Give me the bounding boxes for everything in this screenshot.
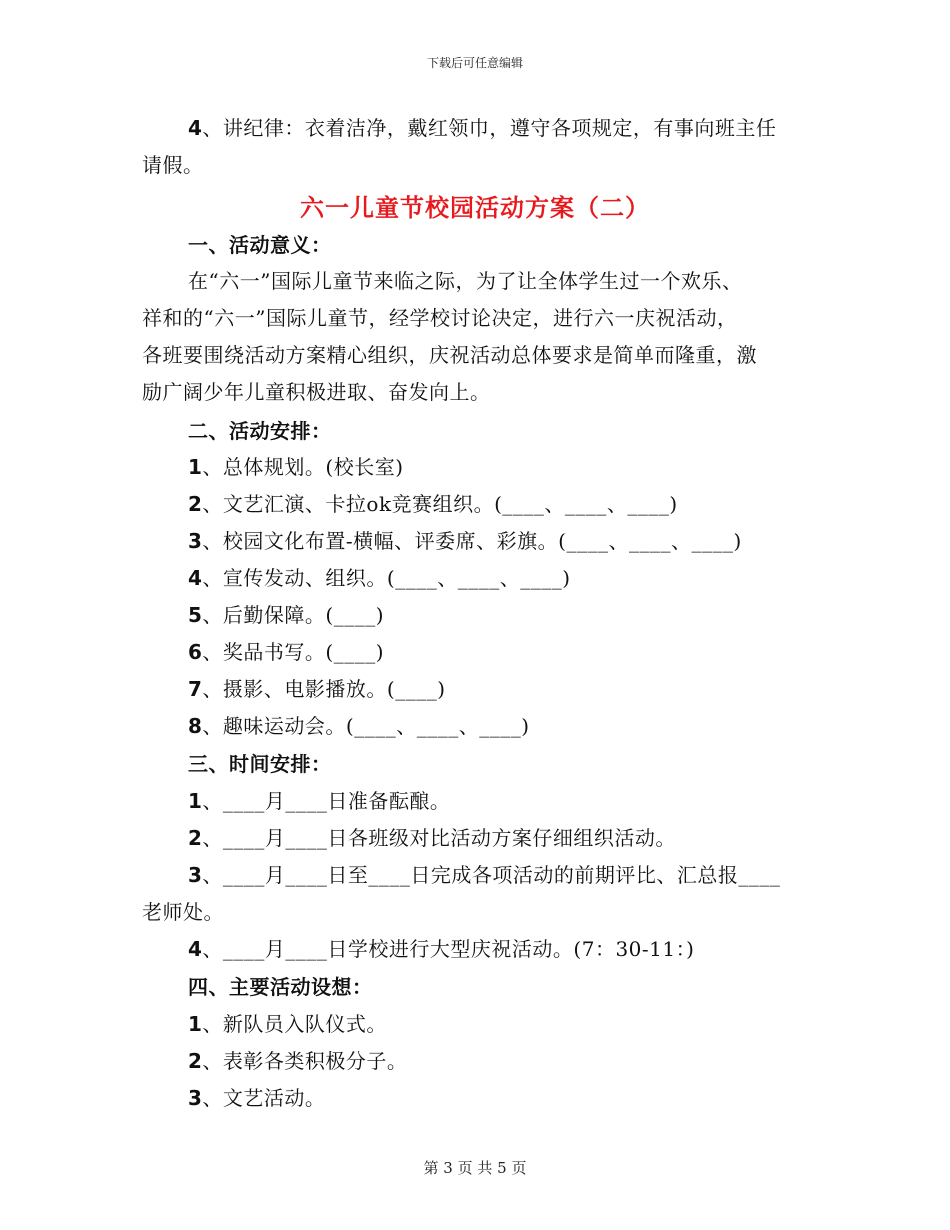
- page-footer: 第 3 页 共 5 页: [423, 1159, 527, 1177]
- section-heading-1: 一、活动意义：: [188, 233, 332, 257]
- item-text: 、文艺汇演、卡拉ok竞赛组织。(____、____、____): [202, 492, 678, 516]
- item-number: 3: [188, 1086, 203, 1110]
- list-item: [188, 640, 384, 664]
- item-number: 7: [188, 677, 203, 701]
- list-item: [188, 1049, 407, 1073]
- item-text: 、表彰各类积极分子。: [202, 1049, 408, 1073]
- list-item-cont: 老师处。: [142, 900, 224, 924]
- intro-item-4-cont: 请假。: [142, 153, 204, 177]
- list-item: [188, 1012, 387, 1036]
- item-number: 4: [188, 116, 203, 140]
- list-item: [188, 492, 678, 516]
- list-item: [188, 529, 742, 553]
- item-number: 5: [188, 603, 203, 627]
- list-item: [188, 1086, 325, 1110]
- paragraph-line: 励广阔少年儿童积极进取、奋发向上。: [142, 380, 491, 404]
- section-heading-2: 二、活动安排：: [188, 419, 332, 443]
- intro-item-4: [188, 116, 776, 140]
- page-header: 下载后可任意编辑: [426, 56, 523, 70]
- item-text: 、讲纪律：衣着洁净，戴红领巾，遵守各项规定，有事向班主任: [202, 116, 777, 140]
- item-text: 、文艺活动。: [202, 1086, 326, 1110]
- list-item: [188, 937, 694, 961]
- paragraph-line: 各班要围绕活动方案精心组织，庆祝活动总体要求是简单而隆重，激: [142, 343, 757, 367]
- item-text: 、宣传发动、组织。(____、____、____): [202, 566, 571, 590]
- item-number: 6: [188, 640, 203, 664]
- document-title: 六一儿童节校园活动方案（二）: [300, 194, 650, 222]
- item-text: 、____月____日学校进行大型庆祝活动。(7：30-11：): [202, 937, 695, 961]
- list-item: [188, 566, 571, 590]
- paragraph-line: 在“六一”国际儿童节来临之际，为了让全体学生过一个欢乐、: [188, 269, 743, 293]
- section-heading-3: 三、时间安排：: [188, 752, 332, 776]
- item-number: 2: [188, 1049, 203, 1073]
- item-text: 、总体规划。(校长室): [202, 455, 404, 479]
- item-number: 2: [188, 826, 203, 850]
- item-number: 3: [188, 863, 203, 887]
- list-item: [188, 455, 404, 479]
- item-text: 、____月____日准备酝酿。: [202, 789, 451, 813]
- list-item: [188, 603, 384, 627]
- item-text: 、奖品书写。(____): [202, 640, 385, 664]
- item-number: 1: [188, 1012, 203, 1036]
- list-item: [188, 826, 676, 850]
- list-item: [188, 714, 530, 738]
- item-number: 3: [188, 529, 203, 553]
- item-text: 、摄影、电影播放。(____): [202, 677, 446, 701]
- item-text: 、____月____日至____日完成各项活动的前期评比、汇总报____: [202, 863, 781, 887]
- item-number: 1: [188, 789, 203, 813]
- item-number: 1: [188, 455, 203, 479]
- section-heading-4: 四、主要活动设想：: [188, 975, 373, 999]
- item-text: 、新队员入队仪式。: [202, 1012, 387, 1036]
- item-number: 2: [188, 492, 203, 516]
- paragraph-line: 祥和的“六一”国际儿童节，经学校讨论决定，进行六一庆祝活动，: [142, 306, 738, 330]
- item-number: 4: [188, 566, 203, 590]
- list-item: [188, 789, 450, 813]
- item-text: 、校园文化布置-横幅、评委席、彩旗。(____、____、____): [202, 529, 742, 553]
- item-text: 、后勤保障。(____): [202, 603, 385, 627]
- item-text: 、____月____日各班级对比活动方案仔细组织活动。: [202, 826, 676, 850]
- list-item: [188, 863, 780, 887]
- list-item: [188, 677, 446, 701]
- item-text: 、趣味运动会。(____、____、____): [202, 714, 530, 738]
- item-number: 4: [188, 937, 203, 961]
- item-number: 8: [188, 714, 203, 738]
